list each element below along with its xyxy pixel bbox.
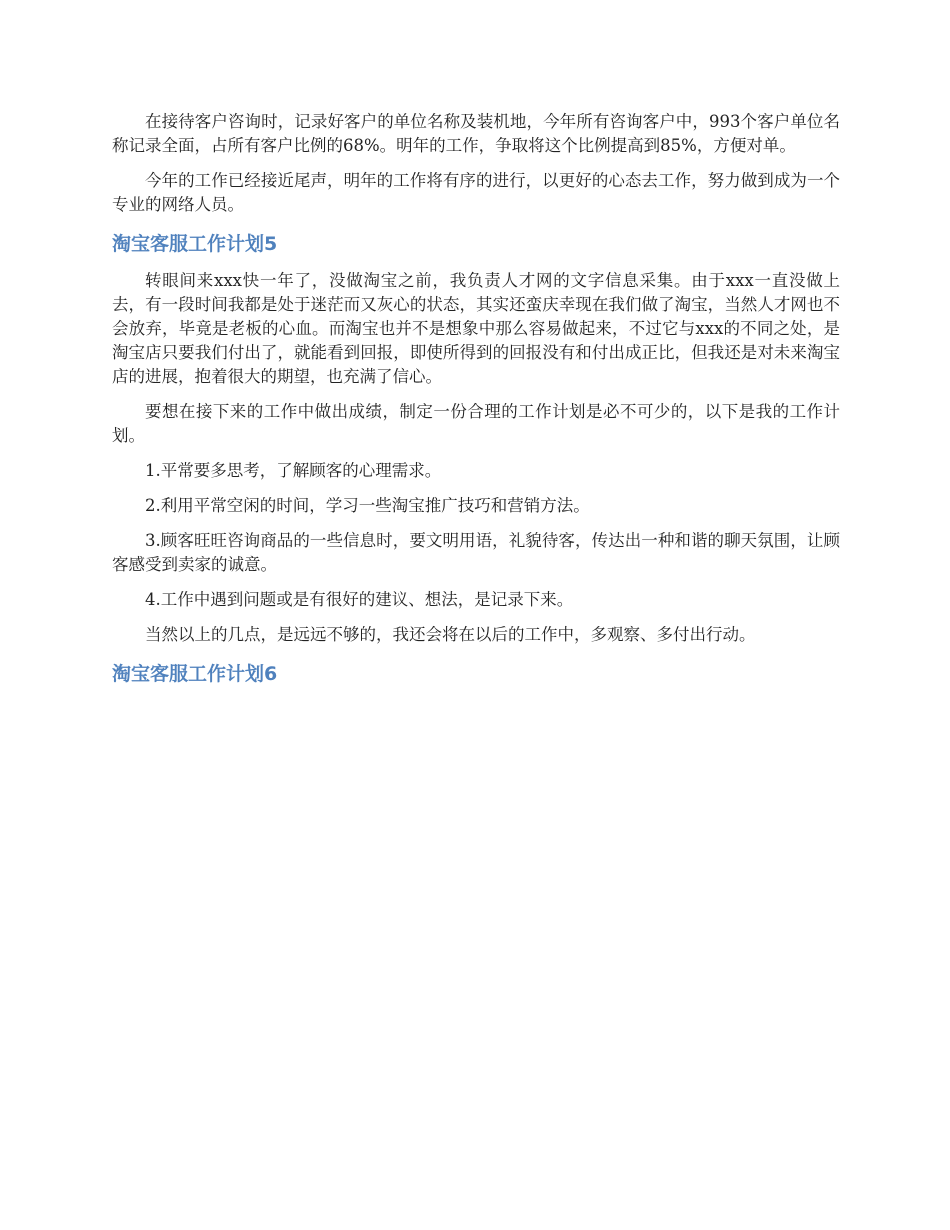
list-item-3: 3.顾客旺旺咨询商品的一些信息时，要文明用语，礼貌待客，传达出一种和谐的聊天氛围，让顾客感受到卖家的诚意。 [112, 531, 840, 574]
list-item-2: 2.利用平常空闲的时间，学习一些淘宝推广技巧和营销方法。 [145, 496, 590, 515]
paragraph-intro: 转眼间来xxx快一年了，没做淘宝之前，我负责人才网的文字信息采集。由于xxx一直没做上去，有一段时间我都是处于迷茫而又灰心的状态，其实还蛮庆幸现在我们做了淘宝，当然人才网也不会放弃，毕竟是老板的心血。而淘宝也并不是想象中那么容易做起来，不过它与xxx的不同之处，是淘宝店只要我们付出了，就能看到回报，即使所得到的回报没有和付出成正比，但我还是对未来淘宝店的进展，抱着很大的期望，也充满了信心。 [112, 271, 840, 386]
paragraph-conclusion: 当然以上的几点，是远远不够的，我还会将在以后的工作中，多观察、多付出行动。 [145, 625, 756, 644]
section-heading-plan-5: 淘宝客服工作计划5 [112, 233, 278, 255]
paragraph-year-summary: 今年的工作已经接近尾声，明年的工作将有序的进行，以更好的心态去工作，努力做到成为一个专业的网络人员。 [112, 171, 840, 214]
list-item-4: 4.工作中遇到问题或是有很好的建议、想法，是记录下来。 [145, 590, 574, 609]
list-item-1: 1.平常要多思考，了解顾客的心理需求。 [145, 461, 442, 480]
section-heading-plan-6: 淘宝客服工作计划6 [112, 663, 278, 685]
document-page [112, 110, 840, 699]
paragraph-client-records: 在接待客户咨询时，记录好客户的单位名称及装机地，今年所有咨询客户中，993个客户单位名称记录全面，占所有客户比例的68%。明年的工作，争取将这个比例提高到85%，方便对单。 [112, 112, 840, 155]
paragraph-plan-purpose: 要想在接下来的工作中做出成绩，制定一份合理的工作计划是必不可少的，以下是我的工作计划。 [112, 402, 840, 445]
